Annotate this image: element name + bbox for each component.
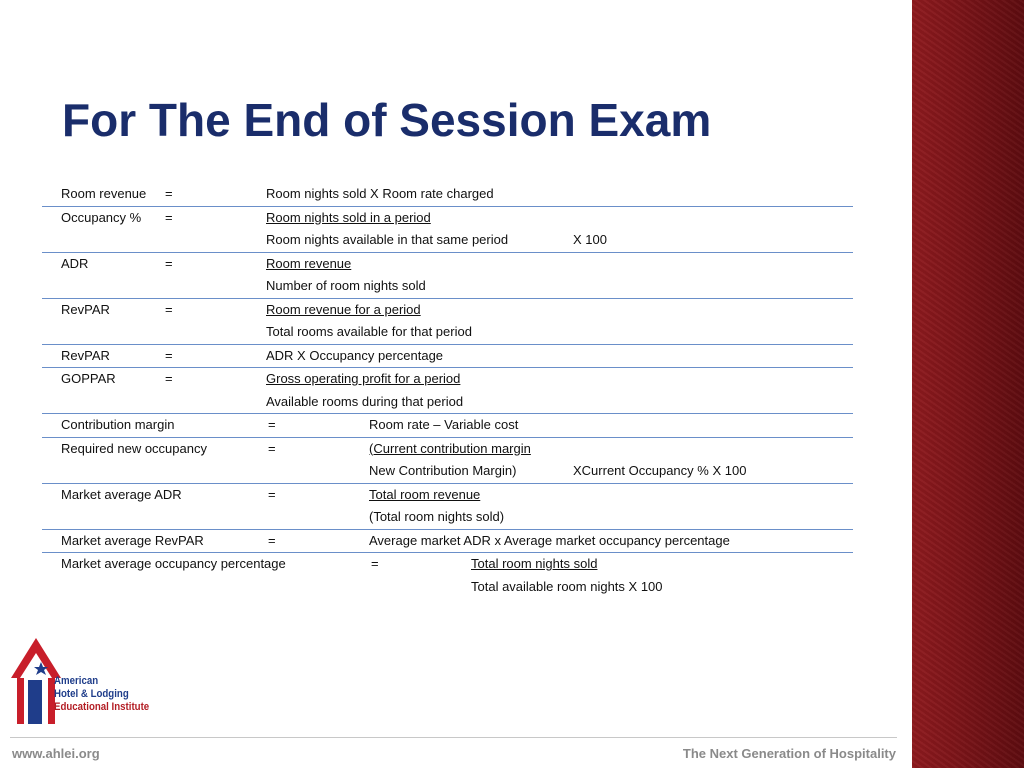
- formula-line: [42, 391, 853, 414]
- formula-row-contribution-margin: [42, 414, 853, 438]
- formula-line: [42, 530, 853, 553]
- formula-value: ADR X Occupancy percentage: [266, 347, 444, 363]
- logo-line-hotel-lodging: Hotel & Lodging: [54, 688, 129, 700]
- footer-divider: [10, 737, 897, 738]
- formula-label: Occupancy %: [61, 209, 142, 225]
- formula-table: [42, 183, 853, 598]
- formula-line: [42, 345, 853, 368]
- formula-label: Market average ADR: [61, 486, 182, 502]
- formula-label: Required new occupancy: [61, 440, 207, 456]
- formula-line: [42, 207, 853, 230]
- equals-sign: =: [165, 347, 173, 363]
- footer-tagline: The Next Generation of Hospitality: [682, 746, 896, 761]
- formula-line: [42, 484, 853, 507]
- formula-multiplier: X 100: [573, 232, 607, 247]
- formula-denominator: Room nights available in that same period: [266, 232, 509, 247]
- equals-sign: =: [268, 532, 276, 548]
- formula-value: Room rate – Variable cost: [369, 417, 519, 432]
- formula-value: Average market ADR x Average market occupancy percentage: [369, 532, 730, 548]
- formula-numerator: Total room revenue: [369, 486, 481, 502]
- equals-sign: =: [268, 486, 276, 502]
- formula-denominator: Number of room nights sold: [266, 278, 426, 293]
- formula-line: [42, 321, 853, 344]
- formula-numerator: Total room nights sold: [471, 556, 598, 571]
- logo-wordmark: [54, 675, 149, 714]
- equals-sign: =: [165, 255, 173, 271]
- formula-denominator: (Total room nights sold): [369, 509, 505, 524]
- formula-denominator: New Contribution Margin): [369, 463, 517, 478]
- formula-line: [42, 553, 853, 576]
- equals-sign: =: [165, 301, 173, 317]
- formula-line: [42, 438, 853, 461]
- formula-denominator: Total rooms available for that period: [266, 324, 472, 339]
- equals-sign: =: [268, 417, 276, 432]
- formula-line: [42, 414, 853, 437]
- formula-row-occupancy: [42, 207, 853, 253]
- formula-row-room-revenue: [42, 183, 853, 207]
- formula-row-adr: [42, 253, 853, 299]
- formula-numerator: Room revenue: [266, 255, 352, 271]
- formula-label: Contribution margin: [61, 417, 175, 432]
- formula-row-market-adr: [42, 484, 853, 530]
- equals-sign: =: [165, 371, 173, 386]
- formula-line: [42, 576, 853, 599]
- formula-line: [42, 299, 853, 322]
- decorative-side-band: [912, 0, 1024, 768]
- formula-label: RevPAR: [61, 301, 110, 317]
- formula-numerator: Gross operating profit for a period: [266, 371, 461, 386]
- formula-row-required-new-occupancy: [42, 438, 853, 484]
- formula-line: [42, 275, 853, 298]
- formula-label: Market average occupancy percentage: [61, 556, 286, 571]
- formula-label: Room revenue: [61, 186, 147, 201]
- formula-denominator: Total available room nights X 100: [471, 578, 663, 594]
- formula-line: [42, 253, 853, 276]
- formula-line: [42, 506, 853, 529]
- slide-title: For The End of Session Exam: [62, 94, 712, 146]
- formula-numerator: (Current contribution margin: [369, 440, 531, 456]
- formula-multiplier: XCurrent Occupancy % X 100: [573, 463, 747, 478]
- formula-numerator: Room nights sold in a period: [266, 209, 431, 225]
- equals-sign: =: [268, 440, 276, 456]
- formula-line: [42, 368, 853, 391]
- formula-row-goppar: [42, 368, 853, 414]
- equals-sign: =: [371, 556, 379, 571]
- formula-label: GOPPAR: [61, 371, 116, 386]
- logo-line-american: American: [54, 675, 99, 687]
- footer-website: www.ahlei.org: [12, 746, 100, 761]
- formula-value: Room nights sold X Room rate charged: [266, 186, 494, 201]
- formula-line: [42, 460, 853, 483]
- formula-numerator: Room revenue for a period: [266, 301, 421, 317]
- formula-line: [42, 229, 853, 252]
- formula-label: Market average RevPAR: [61, 532, 204, 548]
- formula-row-revpar-alt: [42, 345, 853, 369]
- equals-sign: =: [165, 209, 173, 225]
- logo-line-educational-institute: Educational Institute: [54, 701, 150, 713]
- equals-sign: =: [165, 186, 173, 201]
- formula-line: [42, 183, 853, 206]
- formula-row-revpar: [42, 299, 853, 345]
- formula-label: ADR: [61, 255, 89, 271]
- formula-row-market-occupancy: [42, 553, 853, 598]
- formula-denominator: Available rooms during that period: [266, 393, 464, 409]
- formula-label: RevPAR: [61, 347, 110, 363]
- formula-row-market-revpar: [42, 530, 853, 554]
